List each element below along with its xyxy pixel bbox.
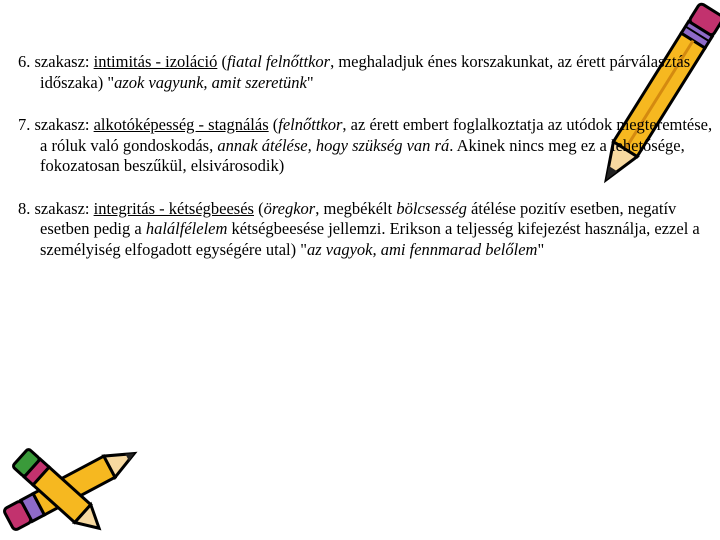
stage-6-paragraph (18, 52, 718, 93)
text-segment: , az érett embert foglalkoztatja az utódok megteremtése, a róluk való gondoskodás, (40, 115, 713, 155)
text-segment: kétségbeesése jellemzi. Erikson a teljesség kifejezést használja, ezzel a személyiség elfogadott egységére utal) " (40, 219, 700, 259)
text-segment: " (537, 239, 545, 259)
italic-text: annak átélése, hogy szükség van rá (217, 135, 450, 155)
italic-text: halálfélelem (145, 219, 228, 238)
text-segment: 8. szakasz: (18, 198, 94, 218)
text-segment: , megbékélt (315, 198, 397, 218)
italic-text: az vagyok, ami fennmarad belőlem (306, 239, 538, 259)
stage-7-paragraph (18, 115, 718, 177)
italic-text: öregkor (263, 198, 316, 218)
text-body (18, 52, 718, 282)
text-segment: ( (268, 115, 279, 134)
pencils-icon (0, 425, 150, 540)
italic-text: felnőttkor (278, 115, 343, 134)
text-segment: , meghaladjuk énes korszakunkat, az érett párválasztás időszaka) " (40, 52, 691, 92)
italic-text: bölcsesség (396, 198, 467, 218)
text-segment: 6. szakasz: (18, 52, 94, 71)
text-segment: " (306, 72, 314, 92)
stage-8-paragraph (18, 199, 718, 261)
text-segment: ( (217, 52, 227, 71)
text-segment: 7. szakasz: (18, 115, 94, 134)
stage-title: intimitás - izoláció (93, 52, 218, 71)
text-segment: ( (253, 198, 264, 218)
text-segment: . Akinek nincs meg ez a lehetősége, fokozatosan beszűkül, elsivárosodik) (40, 135, 685, 175)
italic-text: azok vagyunk, amit szeretünk (114, 72, 307, 92)
stage-title: integritás - kétségbeesés (93, 198, 254, 218)
text-segment: átélése pozitív esetben, negatív esetben pedig a (40, 198, 677, 238)
stage-title: alkotóképesség - stagnálás (93, 115, 269, 134)
italic-text: fiatal felnőttkor (226, 52, 331, 71)
